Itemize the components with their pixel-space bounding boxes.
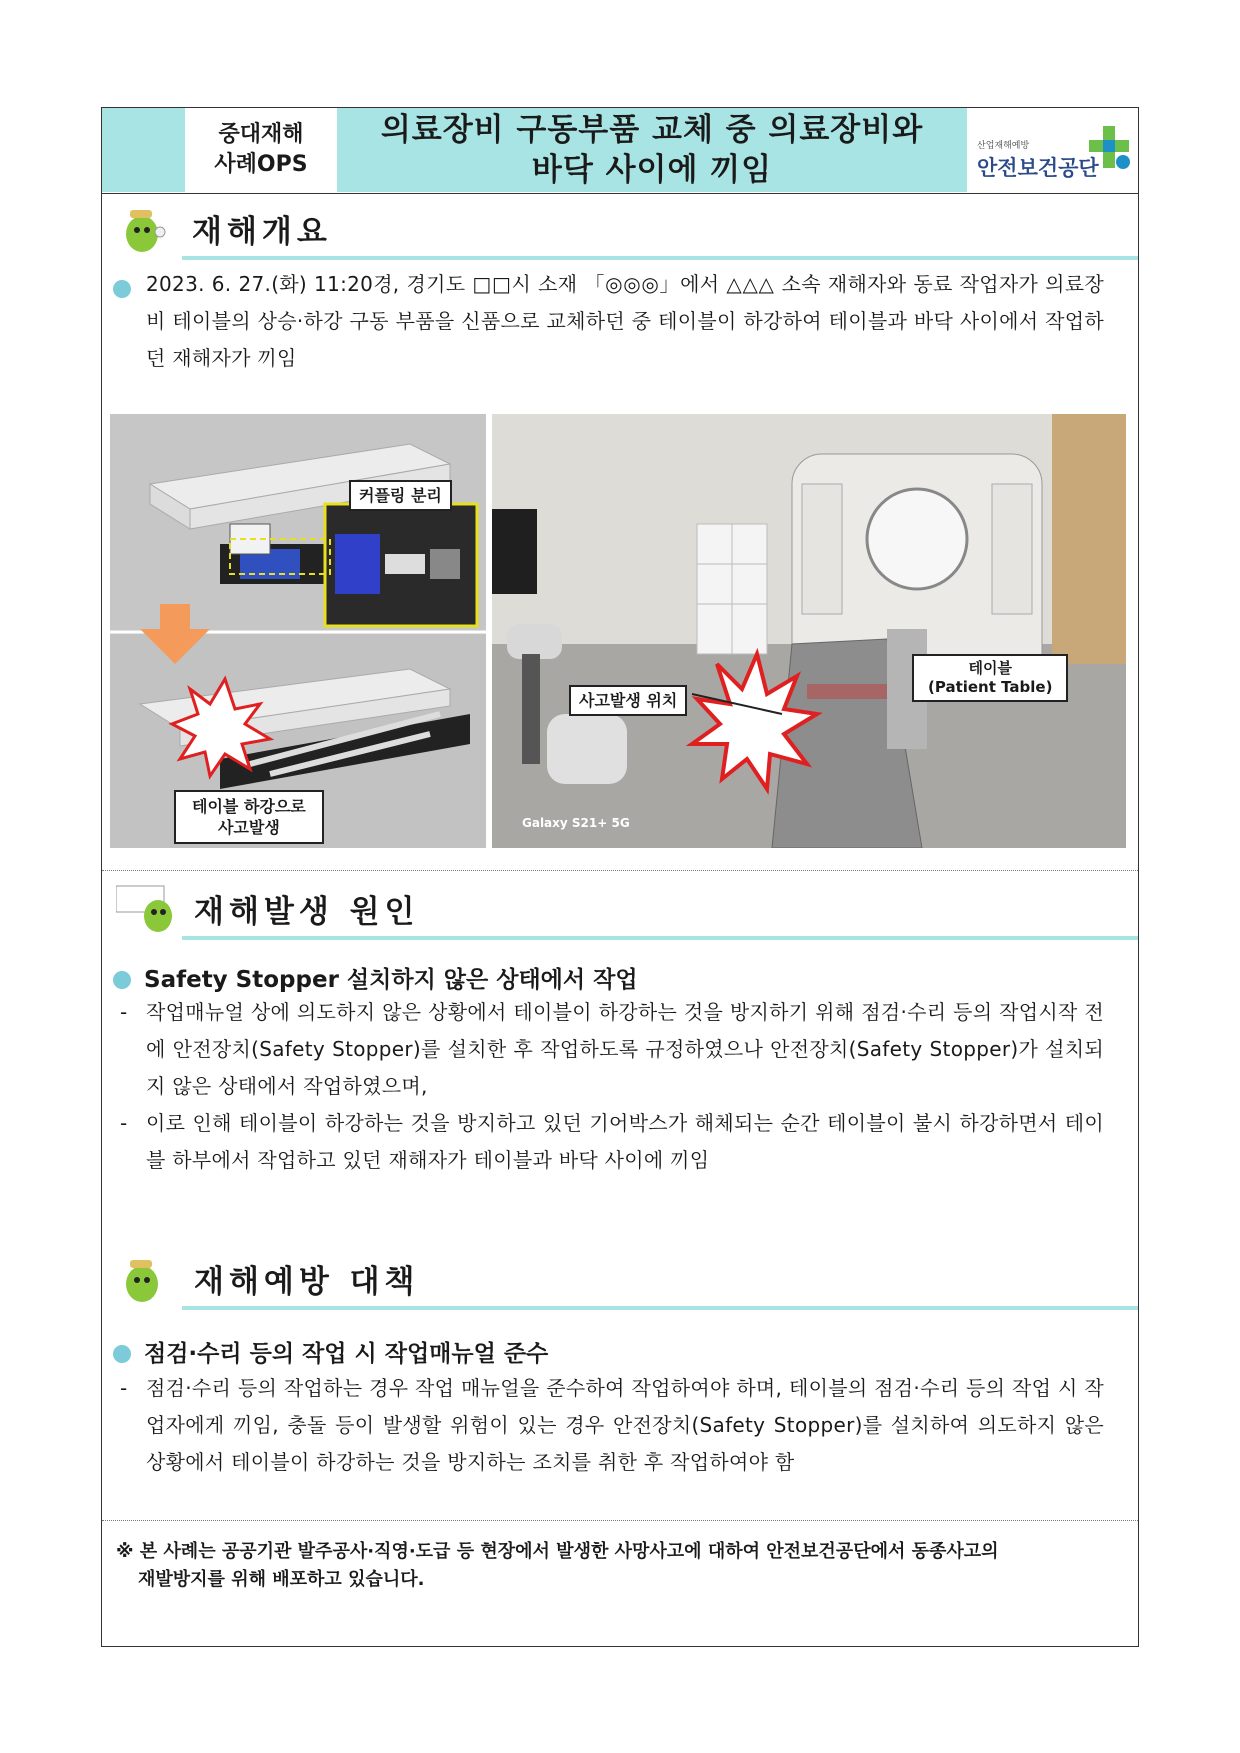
cause-item-1-text: 작업매뉴얼 상에 의도하지 않은 상황에서 테이블이 하강하는 것을 방지하기 위해 점검·수리 등의 작업시작 전에 안전장치(Safety Stopper)를 설치한 후 작업하도록 규정하였으나 안전장치(Safety Stopper)가 설치되지 않은 상태에서 작업하였으며, [146,1000,1104,1098]
accident-location-callout: 사고발생 위치 [569,685,687,716]
overview-text: 2023. 6. 27.(화) 11:20경, 경기도 □□시 소재 「◎◎◎」에서 △△△ 소속 재해자와 동료 작업자가 의료장비 테이블의 상승·하강 구동 부품을 신품으로 교체하던 중 테이블이 하강하여 테이블과 바닥 사이에서 작업하던 재해자가 끼임 [146,272,1104,370]
prevention-item-1 [120,1370,1104,1481]
accident-callout-line1: 테이블 하강으로 [192,797,306,816]
mascot-icon [116,204,172,258]
heading-underline [182,1306,1138,1310]
prevention-heading-block [102,1248,1138,1310]
logo-subtitle: 산업재해예방 [977,141,1030,151]
bullet-icon [113,1345,131,1363]
mascot-icon [116,1254,172,1308]
prevention-heading: 재해예방 대책 [194,1264,420,1300]
section-divider [102,870,1138,871]
table-callout [912,654,1068,702]
site-photo-illustration [492,414,1126,848]
category-line2: 사례OPS [214,152,308,177]
mechanism-diagram [110,414,486,848]
dash-marker: - [120,1111,128,1135]
heading-underline [182,256,1138,260]
dash-marker: - [120,1000,128,1024]
accident-site-photo [492,414,1126,848]
header [102,108,1138,194]
table-callout-line2: (Patient Table) [928,678,1053,696]
photo-watermark: Galaxy S21+ 5G [522,816,630,830]
footer-note-line1: ※ 본 사례는 공공기관 발주공사·직영·도급 등 현장에서 발생한 사망사고에 대하여 안전보건공단에서 동종사고의 [116,1541,999,1562]
footer-note-line2: 재발방지를 위해 배포하고 있습니다. [138,1569,425,1590]
heading-underline [182,936,1138,940]
cause-item-2 [120,1105,1104,1179]
header-accent [102,108,185,192]
footer-divider [102,1520,1138,1521]
header-category [185,108,337,192]
accident-callout-line2: 사고발생 [217,818,280,837]
cross-logo-icon [1085,124,1133,174]
page-frame [101,107,1139,1647]
category-line1: 중대재해 [218,122,304,147]
cause-heading: 재해발생 원인 [194,894,420,930]
prevention-item-1-text: 점검·수리 등의 작업하는 경우 작업 매뉴얼을 준수하여 작업하여야 하며, 테이블의 점검·수리 등의 작업 시 작업자에게 끼임, 충돌 등이 발생할 위험이 있는 경우 안전장치(Safety Stopper)를 설치하여 의도하지 않은 상황에서 테이블이 하강하는 것을 방지하는 조치를 취한 후 작업하여야 함 [146,1376,1104,1474]
dash-marker: - [120,1376,128,1400]
cause-item-2-text: 이로 인해 테이블이 하강하는 것을 방지하고 있던 기어박스가 해체되는 순간 테이블이 불시 하강하면서 테이블 하부에서 작업하고 있던 재해자가 테이블과 바닥 사이에 끼임 [146,1111,1104,1172]
overview-heading: 재해개요 [192,214,332,250]
bullet-icon [113,280,131,298]
overview-heading-block [102,198,1138,260]
table-callout-line1: 테이블 [968,659,1012,677]
accident-callout [174,790,324,844]
prevention-bullet: 점검·수리 등의 작업 시 작업매뉴얼 준수 [144,1341,549,1367]
coupling-callout: 커플링 분리 [349,480,452,511]
title-line2: 바닥 사이에 끼임 [531,152,773,188]
cause-heading-block [102,878,1138,940]
cause-bullet: Safety Stopper 설치하지 않은 상태에서 작업 [144,967,638,993]
footer-note [116,1538,1116,1594]
kosha-logo [967,108,1138,192]
page-title [337,108,967,192]
title-line1: 의료장비 구동부품 교체 중 의료장비와 [380,112,924,148]
cause-item-1 [120,994,1104,1105]
logo-text: 안전보건공단 [977,156,1099,180]
mascot-icon [116,884,180,938]
bullet-icon [113,971,131,989]
